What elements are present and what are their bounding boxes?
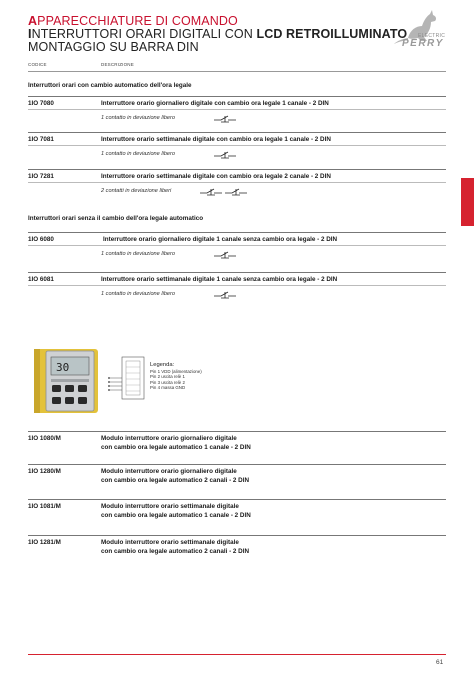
product-description: Interruttore orario giornaliero digitale 1 canale senza cambio ora legale - 2 DIN (103, 236, 338, 243)
module-row (28, 499, 446, 529)
device-lcd-readout: 30 (56, 361, 70, 374)
module-description: Modulo interruttore orario settimanale digitale con cambio ora legale automatico 2 canali - 2 DIN (101, 539, 250, 555)
module-description: Modulo interruttore orario giornaliero digitale con cambio ora legale automatico 2 canali - 2 DIN (101, 468, 250, 484)
product-code: 1IO 6081 (28, 276, 54, 283)
product-code: 1IO 7281 (28, 173, 54, 180)
pin-wiring-diagram (100, 355, 148, 401)
header-line-1: APPARECCHIATURE DI COMANDO (28, 14, 238, 28)
module-description: Modulo interruttore orario giornaliero digitale con cambio ora legale automatico 1 canale - 2 DIN (101, 435, 251, 451)
col-description-label: DESCRIZIONE (101, 62, 134, 67)
contact-symbol-icon (200, 187, 222, 197)
product-row (28, 169, 446, 203)
product-description: Interruttore orario settimanale digitale con cambio ora legale 1 canale - 2 DIN (101, 136, 331, 143)
product-description: Interruttore orario settimanale digitale con cambio ora legale 2 canale - 2 DIN (101, 173, 331, 180)
module-code: 1IO 1080/M (28, 435, 61, 442)
legend-item: Pin 1 VDD (alimentazione) (150, 369, 202, 374)
module-row (28, 464, 446, 494)
section-title: Interruttori orari con cambio automatico dell'ora legale (28, 82, 192, 89)
contact-text: 1 contatto in deviazione libero (101, 251, 176, 257)
header-line-3: MONTAGGIO SU BARRA DIN (28, 40, 199, 54)
brand-name: PERRY (402, 38, 444, 49)
legend-item: Pin 2 uscita relè 1 (150, 374, 185, 380)
header-line-2: INTERRUTTORI ORARI DIGITALI CON LCD RETROILLUMINATO (28, 27, 408, 41)
product-code: 1IO 7081 (28, 136, 54, 143)
column-header (28, 62, 446, 72)
product-code: 1IO 6080 (28, 236, 54, 243)
contact-text: 2 contatti in deviazione liberi (101, 188, 172, 194)
module-code: 1IO 1280/M (28, 468, 61, 475)
contact-symbol-icon (225, 187, 247, 197)
product-description: Interruttore orario settimanale digitale 1 canale senza cambio ora legale - 2 DIN (101, 276, 338, 283)
contact-text: 1 contatto in deviazione libero (101, 151, 176, 157)
product-row (28, 232, 446, 266)
col-code-label: CODICE (28, 62, 47, 67)
legend (150, 362, 202, 391)
page-number: 61 (436, 659, 444, 666)
time-switch-module-image (32, 345, 102, 417)
product-row (28, 96, 446, 130)
brand-electric: ELECTRIC (418, 33, 446, 39)
legend-title: Legenda: (150, 362, 175, 368)
module-code: 1IO 1081/M (28, 503, 61, 510)
chapter-tab (461, 178, 474, 226)
contact-symbol-icon (214, 290, 236, 300)
legend-item: Pin 3 uscita relè 2 (150, 379, 185, 385)
product-description: Interruttore orario giornaliero digitale con cambio ora legale 1 canale - 2 DIN (101, 100, 329, 107)
module-description: Modulo interruttore orario settimanale digitale con cambio ora legale automatico 1 canale - 2 DIN (101, 503, 251, 519)
contact-symbol-icon (214, 150, 236, 160)
module-code: 1IO 1281/M (28, 539, 61, 546)
product-code: 1IO 7080 (28, 100, 54, 107)
page-header (28, 14, 408, 54)
contact-text: 1 contatto in deviazione libero (101, 291, 176, 297)
contact-symbol-icon (214, 250, 236, 260)
product-row (28, 272, 446, 306)
legend-item: Pin 4 massa GND (150, 385, 186, 391)
section-title: Interruttori orari senza il cambio dell'ora legale automatico (28, 215, 204, 222)
footer-line (28, 654, 446, 655)
module-row (28, 431, 446, 461)
module-row (28, 535, 446, 565)
contact-text: 1 contatto in deviazione libero (101, 115, 176, 121)
contact-symbol-icon (214, 114, 236, 124)
product-row (28, 132, 446, 166)
